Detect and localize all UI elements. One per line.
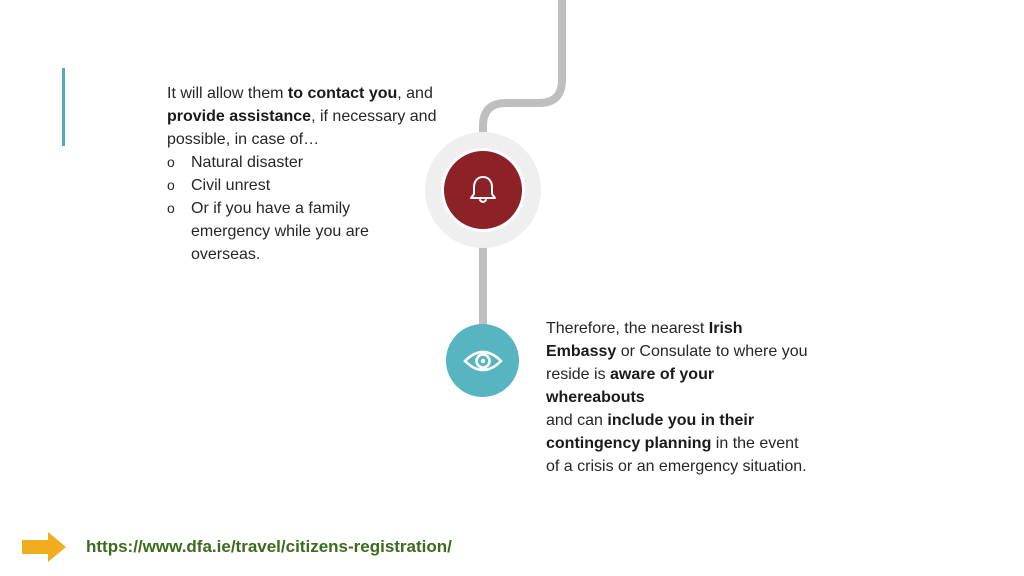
list-item: o Natural disaster xyxy=(167,154,304,171)
intro-paragraph: It will allow them to contact you, and provide assistance, if necessary and possible, in case of… xyxy=(167,85,437,148)
list-item: o Or if you have a family emergency while you are overseas. xyxy=(167,200,369,263)
contingency-paragraph: and can include you in their contingency planning in the event of a crisis or an emergency situation. xyxy=(546,412,807,475)
bullet-list xyxy=(167,151,467,266)
eye-badge xyxy=(446,324,519,397)
bell-icon xyxy=(464,171,502,209)
embassy-text xyxy=(546,317,816,478)
arrow-right-icon xyxy=(22,532,66,562)
eye-icon xyxy=(462,347,504,375)
benefits-text xyxy=(167,82,467,266)
embassy-paragraph: Therefore, the nearest Irish Embassy or Consulate to where you reside is aware of your whereabouts xyxy=(546,320,808,406)
registration-link-row xyxy=(22,532,452,562)
list-item: o Civil unrest xyxy=(167,177,271,194)
registration-link[interactable]: https://www.dfa.ie/travel/citizens-registration/ xyxy=(86,537,452,556)
